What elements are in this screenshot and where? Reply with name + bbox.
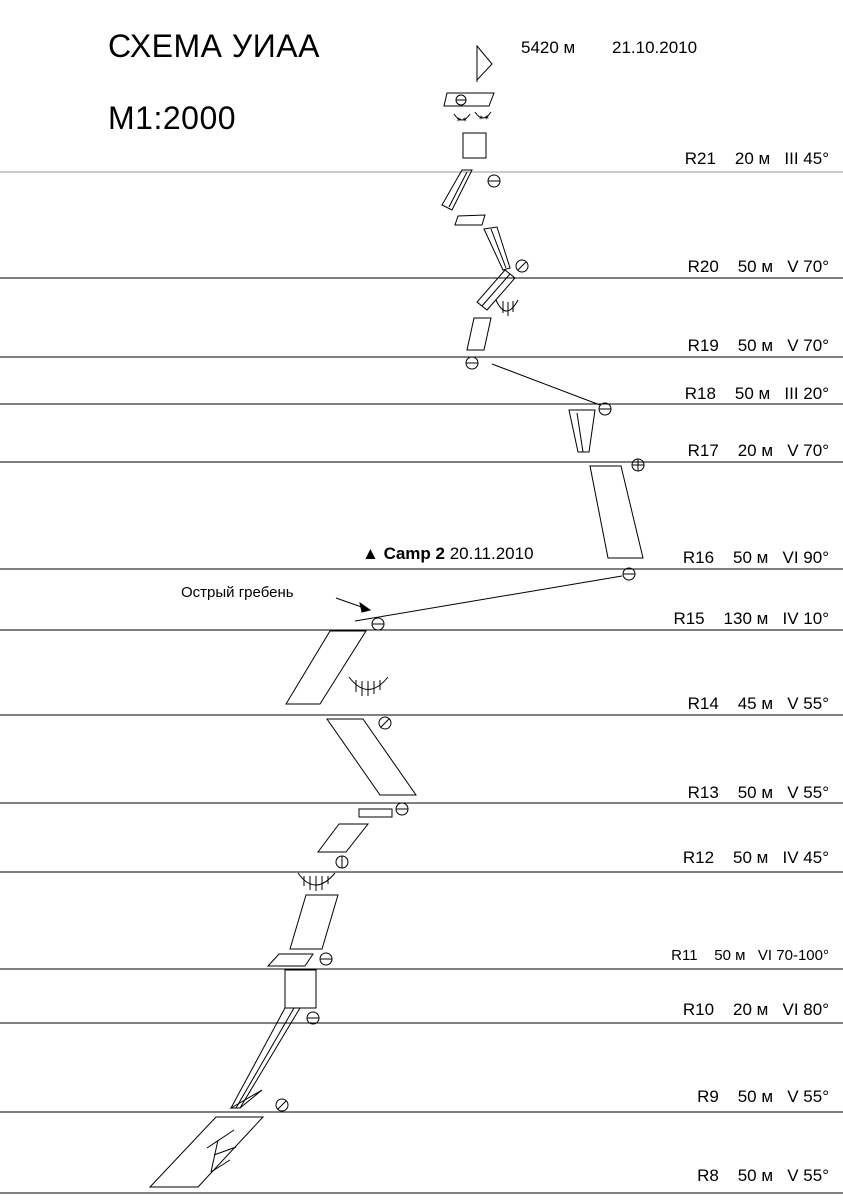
pitch-label: R9 50 м V 55° (697, 1087, 829, 1106)
pitch-label: R14 45 м V 55° (687, 694, 829, 713)
pitch-label: R8 50 м V 55° (697, 1166, 829, 1185)
svg-text:✶✶: ✶✶ (456, 117, 468, 124)
pitch-label: R11 50 м VI 70-100° (671, 947, 829, 964)
summit-slab (444, 93, 494, 106)
pitch-label: R21 20 м III 45° (684, 149, 829, 168)
summit-flag-icon (477, 46, 492, 82)
pitch-label: R15 130 м IV 10° (673, 609, 829, 628)
summit-date: 21.10.2010 (612, 38, 698, 57)
ridge-label: Острый гребень (181, 584, 294, 601)
snow-cap-box (463, 133, 486, 158)
belay-lines (0, 172, 843, 1193)
svg-text:✶✶: ✶✶ (478, 115, 490, 122)
camp-date: 20.11.2010 (449, 544, 534, 563)
camp-triangle-icon: ▲ (362, 544, 379, 563)
pitch-label: R13 50 м V 55° (687, 783, 829, 802)
scheme-title: СХЕМА УИАА (108, 28, 320, 64)
scheme-scale: М1:2000 (108, 100, 237, 136)
camp-label (362, 544, 534, 564)
pitch-label: R19 50 м V 70° (687, 336, 829, 355)
r8-slab (150, 1117, 263, 1187)
camp-name: Camp 2 (383, 544, 445, 563)
pitch-label: R17 20 м V 70° (687, 441, 829, 460)
pitch-label: R16 50 м VI 90° (682, 548, 829, 567)
r16-wall (590, 466, 643, 558)
pitch-label: R10 20 м VI 80° (682, 1000, 829, 1019)
pitch-label: R18 50 м III 20° (684, 384, 829, 403)
pitch-label: R12 50 м IV 45° (682, 848, 829, 867)
summit-altitude: 5420 м (521, 38, 576, 57)
pitch-label: R20 50 м V 70° (687, 257, 829, 276)
